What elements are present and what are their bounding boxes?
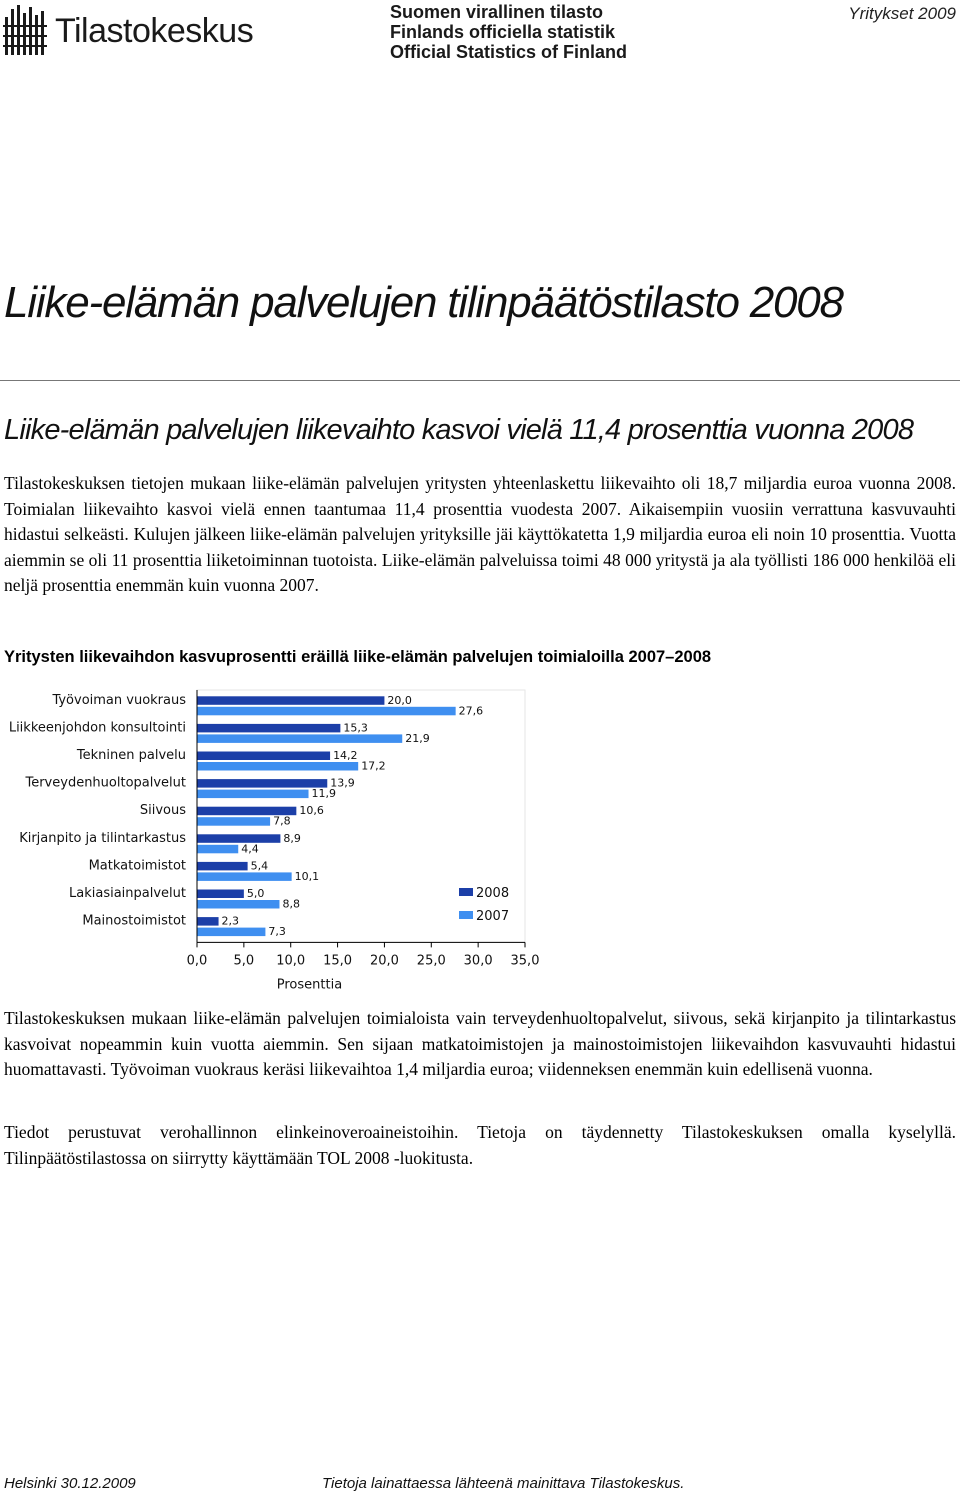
x-tick-label: 25,0 [416, 953, 446, 969]
bar-2007 [197, 790, 309, 799]
data-label-2007: 27,6 [458, 704, 484, 718]
bar-2007 [197, 928, 265, 937]
data-label-2008: 10,6 [299, 804, 324, 818]
category-label: Mainostoimistot [82, 913, 186, 929]
growth-bar-chart [0, 680, 540, 995]
source-paragraph: Tiedot perustuvat verohallinnon elinkeinoveroaineistoihin. Tietoja on täydennetty Tilastokeskuksen omalla kyselyllä. Tilinpäätöstilastossa on siirrytty käyttämään TOL 2008 -luokitusta. [4, 1122, 956, 1168]
footer-citation: Tietoja lainattaessa lähteenä mainittava Tilastokeskus. [322, 1475, 685, 1492]
x-tick-label: 35,0 [510, 953, 540, 969]
bar-2007 [197, 900, 279, 909]
data-label-2008: 5,0 [246, 887, 265, 900]
x-tick-label: 0,0 [186, 953, 208, 969]
data-label-2007: 7,3 [268, 925, 286, 939]
bar-2008 [197, 752, 330, 761]
page-subtitle: Liike-elämän palvelujen liikevaihto kasvoi vielä 11,4 prosenttia vuonna 2008 [4, 414, 914, 446]
bar-2008 [197, 890, 244, 899]
legend-label-2007: 2007 [476, 909, 510, 924]
intro-paragraph: Tilastokeskuksen tietojen mukaan liike-elämän palvelujen yritysten yhteenlaskettu liikevaihto oli 18,7 miljardia euroa vuonna 2008. Toimialan liikevaihto kasvoi vielä ennen taantumaa 11,4 prosenttia vuodesta 2007. Aikaisempiin vuosiin verrattuna kasvuvauhti hidastui selkeästi. Kulujen jälkeen liike-elämän palvelujen yrityksille jäi käyttökatetta 1,9 miljardia euroa eli noin 10 prosenttia. Vuotta aiemmin se oli 11 prosenttia liiketoiminnan tuotoista. Liike-elämän palveluissa toimi 48 000 yritystä ja ala työllisti 186 000 henkilöä eli neljä prosenttia enemmän kuin vuonna 2007. [4, 473, 956, 595]
analysis-paragraph: Tilastokeskuksen mukaan liike-elämän palvelujen toimialoista vain terveydenhuoltopalvelut, siivous, sekä kirjanpito ja tilintarkastus kasvoivat nopeammin kuin vuotta aiemmin. Sen sijaan matkatoimistojen ja mainostoimistojen liikevaihdon kasvuvauhti hidastui huomattavasti. Työvoiman vuokraus keräsi liikevaihtoa 1,4 miljardia euroa; viidenneksen enemmän kuin edellisenä vuonna. [4, 1008, 956, 1079]
series-label: Yritykset 2009 [848, 4, 956, 23]
data-label-2007: 17,2 [361, 759, 386, 773]
official-line-sv: Finlands officiella statistik [390, 22, 616, 42]
bar-2008 [197, 779, 327, 788]
x-tick-label: 20,0 [369, 953, 399, 969]
legend-swatch-2008 [459, 888, 473, 896]
data-label-2008: 14,2 [333, 749, 358, 762]
data-label-2008: 13,9 [330, 776, 355, 790]
official-line-en: Official Statistics of Finland [390, 42, 628, 62]
legend-swatch-2007 [459, 911, 473, 919]
data-label-2008: 15,3 [343, 721, 368, 735]
logo-text: Tilastokeskus [55, 12, 254, 50]
bar-2007 [197, 734, 402, 743]
category-label: Siivous [139, 803, 186, 819]
bar-2008 [197, 917, 219, 926]
data-label-2008: 20,0 [387, 693, 412, 707]
legend-label-2008: 2008 [476, 886, 510, 901]
x-tick-label: 10,0 [276, 953, 306, 969]
category-label: Tekninen palvelu [76, 748, 186, 763]
bar-2008 [197, 724, 340, 733]
data-label-2007: 8,8 [282, 897, 300, 911]
bar-2008 [197, 696, 384, 705]
bar-2008 [197, 862, 248, 871]
data-label-2008: 2,3 [221, 914, 240, 928]
category-label: Liikkeenjohdon konsultointi [8, 720, 186, 736]
x-tick-label: 15,0 [323, 953, 353, 969]
title-divider [0, 380, 960, 381]
tilastokeskus-logo-icon [3, 3, 49, 57]
category-label: Terveydenhuoltopalvelut [25, 775, 186, 791]
data-label-2008: 8,9 [283, 831, 301, 845]
data-label-2007: 21,9 [405, 731, 430, 745]
data-label-2007: 7,8 [273, 814, 291, 828]
page-title: Liike-elämän palvelujen tilinpäätöstilasto 2008 [4, 278, 843, 327]
x-axis-title: Prosenttia [276, 977, 343, 993]
footer-date: Helsinki 30.12.2009 [4, 1475, 136, 1492]
bar-2007 [197, 872, 292, 881]
bar-2007 [197, 762, 358, 771]
bar-2007 [197, 817, 270, 826]
official-line-fi: Suomen virallinen tilasto [390, 2, 604, 22]
category-label: Työvoiman vuokraus [52, 692, 186, 708]
category-label: Lakiasiainpalvelut [69, 886, 186, 901]
category-label: Matkatoimistot [88, 858, 186, 874]
official-statistics-label [390, 2, 627, 62]
bar-2007 [197, 845, 238, 854]
data-label-2007: 4,4 [241, 842, 259, 856]
chart-title: Yritysten liikevaihdon kasvuprosentti eräillä liike-elämän palvelujen toimialoilla 2007–2008 [4, 648, 712, 666]
bar-2007 [197, 707, 456, 716]
data-label-2008: 5,4 [250, 859, 269, 873]
bar-2008 [197, 834, 280, 843]
x-tick-label: 5,0 [233, 953, 255, 969]
x-tick-label: 30,0 [463, 953, 493, 969]
data-label-2007: 10,1 [294, 869, 320, 883]
category-label: Kirjanpito ja tilintarkastus [19, 830, 186, 846]
data-label-2007: 11,9 [311, 787, 337, 801]
